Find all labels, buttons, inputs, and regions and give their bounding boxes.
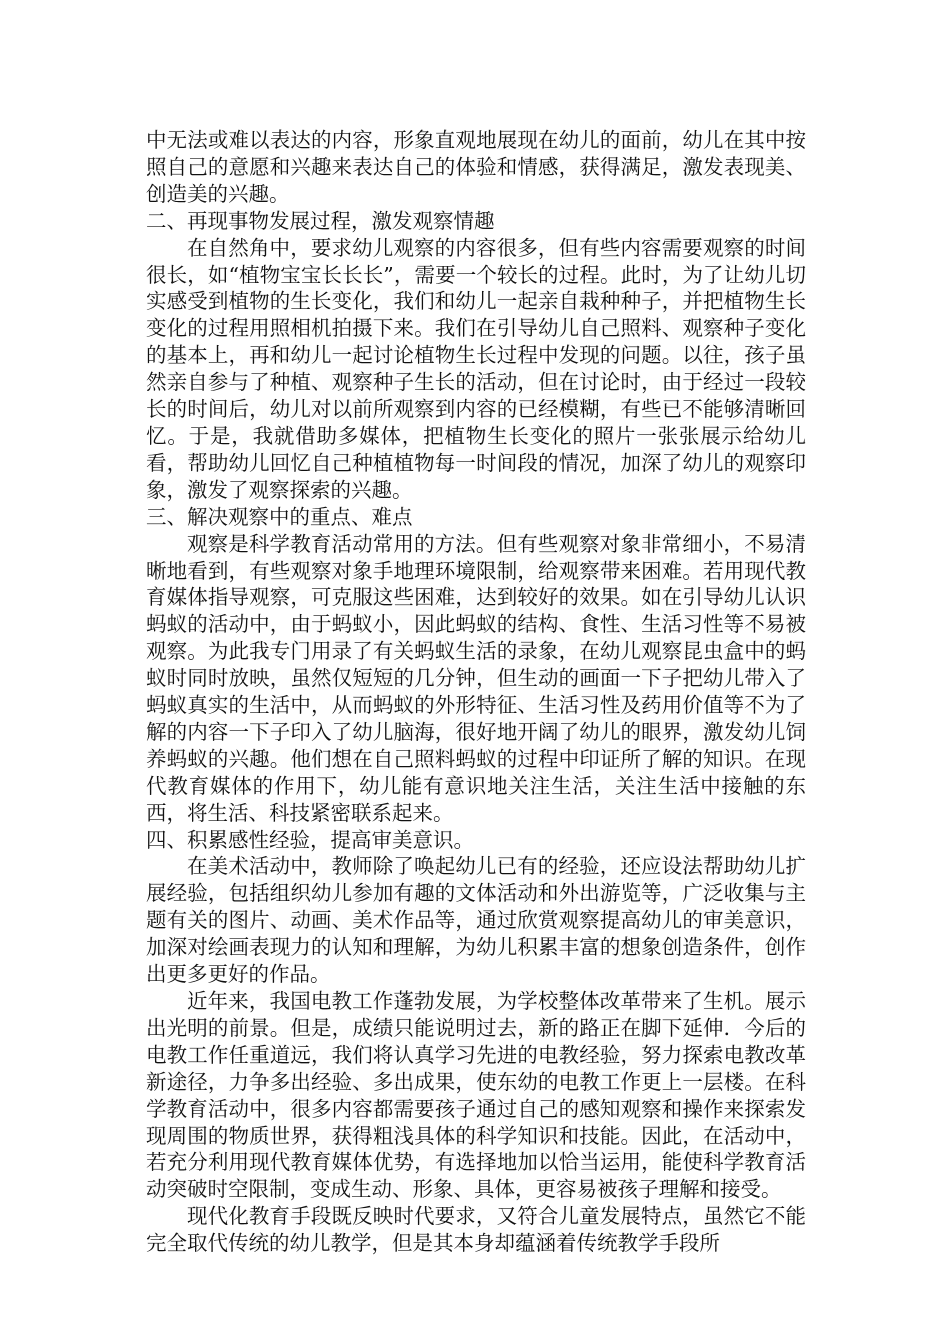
paragraph-observation: 观察是科学教育活动常用的方法。但有些观察对象非常细小，不易清晰地看到，有些观察对象手地理环境限制，给观察带来困难。若用现代教育媒体指导观察，可克服这些困难，达到较好的效果。如在引导幼儿认识蚂蚁的活动中，由于蚂蚁小，因此蚂蚁的结构、食性、生活习性等不易被观察。为此我专门用录了有关蚂蚁生活的录象，在幼儿观察昆虫盒中的蚂蚁时同时放映，虽然仅短短的几分钟，但生动的画面一下子把幼儿带入了蚂蚁真实的生活中，从而蚂蚁的外形特征、生活习性及药用价值等不为了解的内容一下子印入了幼儿脑海，很好地开阔了幼儿的眼界，激发幼儿饲养蚂蚁的兴趣。他们想在自己照料蚂蚁的过程中印证所了解的知识。在现代教育媒体的作用下，幼儿能有意识地关注生活，关注生活中接触的东西，将生活、科技紧密联系起来。 [146, 531, 806, 825]
paragraph-recent-years: 近年来，我国电教工作蓬勃发展，为学校整体改革带来了生机。展示出光明的前景。但是，成绩只能说明过去，新的路正在脚下延伸．今后的电教工作任重道远，我们将认真学习先进的电教经验，努力探索电教改革新途径，力争多出经验、多出成果，使东幼的电教工作更上一层楼。在科学教育活动中，很多内容都需要孩子通过自己的感知观察和操作来探索发现周围的物质世界，获得粗浅具体的科学知识和技能。因此，在活动中，若充分利用现代教育媒体优势，有选择地加以恰当运用，能使科学教育活动突破时空限制，变成生动、形象、具体，更容易被孩子理解和接受。 [146, 989, 806, 1202]
paragraph-continued: 中无法或难以表达的内容，形象直观地展现在幼儿的面前，幼儿在其中按照自己的意愿和兴趣来表达自己的体验和情感，获得满足，激发表现美、创造美的兴趣。 [146, 128, 806, 206]
paragraph-nature-corner: 在自然角中，要求幼儿观察的内容很多，但有些内容需要观察的时间很长，如“植物宝宝长长长”，需要一个较长的过程。此时，为了让幼儿切实感受到植物的生长变化，我们和幼儿一起亲自栽种种子，并把植物生长变化的过程用照相机拍摄下来。我们在引导幼儿自己照料、观察种子变化的基本上，再和幼儿一起讨论植物生长过程中发现的问题。以往，孩子虽然亲自参与了种植、观察种子生长的活动，但在讨论时，由于经过一段较长的时间后，幼儿对以前所观察到内容的已经模糊，有些已不能够清晰回忆。于是，我就借助多媒体，把植物生长变化的照片一张张展示给幼儿看，帮助幼儿回忆自己种植植物每一时间段的情况，加深了幼儿的观察印象，激发了观察探索的兴趣。 [146, 235, 806, 502]
section-heading-3: 三、解决观察中的重点、难点 [146, 504, 413, 529]
document-page [146, 127, 806, 1257]
section-heading-4: 四、积累感性经验，提高审美意识。 [146, 827, 474, 852]
paragraph-modern-education: 现代化教育手段既反映时代要求，又符合儿童发展特点，虽然它不能完全取代传统的幼儿教学，但是其本身却蕴涵着传统教学手段所 [146, 1204, 806, 1256]
section-heading-2: 二、再现事物发展过程，激发观察情趣 [146, 208, 495, 233]
paragraph-art-activity: 在美术活动中，教师除了唤起幼儿已有的经验，还应设法帮助幼儿扩展经验，包括组织幼儿参加有趣的文体活动和外出游览等，广泛收集与主题有关的图片、动画、美术作品等，通过欣赏观察提高幼儿的审美意识，加深对绘画表现力的认知和理解，为幼儿积累丰富的想象创造条件，创作出更多更好的作品。 [146, 854, 806, 987]
